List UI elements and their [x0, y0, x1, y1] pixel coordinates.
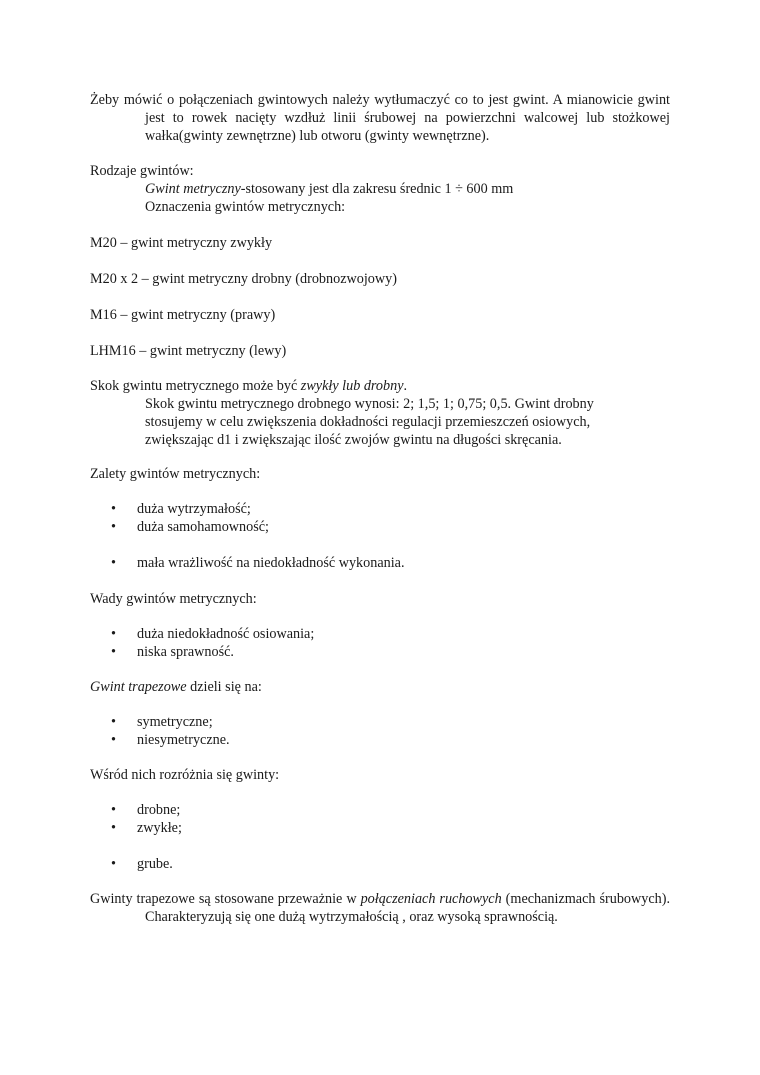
bullet-icon: • — [111, 802, 116, 818]
intro-paragraph: Żeby mówić o połączeniach gwintowych należy wytłumaczyć co to jest gwint. A mianowicie gwint jest to rowek nacięty wzdłuż linii śrubowej na powierzchni walcowej lub stożkowej wałka(gwinty zewnętrzne) lub otworu (gwinty wewnętrzne). — [90, 92, 670, 144]
thread-types-heading: Rodzaje gwintów: — [90, 163, 194, 179]
pitch-line-1: Skok gwintu metrycznego drobnego wynosi: 2; 1,5; 1; 0,75; 0,5. Gwint drobny — [145, 395, 594, 412]
conclusion-paragraph — [90, 891, 670, 927]
list-item-text: niska sprawność. — [137, 643, 234, 660]
designation-m16: M16 – gwint metryczny (prawy) — [90, 307, 276, 323]
trapezoid-list — [90, 714, 670, 750]
metric-thread-line — [90, 181, 670, 199]
disadvantages-list — [90, 626, 670, 662]
bullet-icon: • — [111, 554, 116, 571]
conclusion-italic: połączeniach ruchowych — [360, 891, 502, 907]
disadvantages-heading: Wady gwintów metrycznych: — [90, 591, 257, 607]
list-item-text: duża wytrzymałość; — [137, 501, 251, 517]
list-item — [90, 555, 670, 573]
list-item-text: duża samohamowność; — [137, 518, 269, 535]
metric-thread-desc: -stosowany jest dla zakresu średnic 1 ÷ 600 mm — [240, 180, 514, 197]
list-item — [90, 732, 670, 750]
list-item — [90, 626, 670, 644]
conclusion-end: (mechanizmach śrubowych). Charakteryzują się one dużą wytrzymałością , oraz wysoką sprawnością. — [145, 891, 671, 925]
pitch-lead-italic: zwykły lub drobny — [300, 378, 404, 394]
list-item-text: duża niedokładność osiowania; — [137, 626, 315, 642]
pitch-line-3: zwiększając d1 i zwiększając ilość zwojów gwintu na długości skręcania. — [145, 431, 562, 448]
list-item — [90, 644, 670, 662]
bullet-icon: • — [111, 501, 116, 517]
pitch-lead — [90, 378, 407, 394]
pitch-line-2: stosujemy w celu zwiększenia dokładności regulacji przemieszczeń osiowych, — [145, 413, 591, 430]
advantages-list — [90, 501, 670, 573]
bullet-icon: • — [111, 518, 116, 535]
bullet-icon: • — [111, 626, 116, 642]
list-item-text: grube. — [137, 855, 173, 872]
designation-m20x2: M20 x 2 – gwint metryczny drobny (drobnozwojowy) — [90, 271, 397, 287]
list-item-text: niesymetryczne. — [137, 731, 230, 748]
list-item-text: mała wrażliwość na niedokładność wykonania. — [137, 554, 405, 571]
kinds-list — [90, 802, 670, 874]
kinds-heading: Wśród nich rozróżnia się gwinty: — [90, 767, 280, 783]
conclusion-start: Gwinty trapezowe są stosowane przeważnie w — [90, 891, 361, 907]
bullet-icon: • — [111, 731, 116, 748]
bullet-icon: • — [111, 643, 116, 660]
list-item — [90, 501, 670, 519]
pitch-lead-text: Skok gwintu metrycznego może być — [90, 378, 301, 394]
list-item-text: symetryczne; — [137, 714, 213, 730]
designations-heading: Oznaczenia gwintów metrycznych: — [145, 198, 346, 215]
designation-lhm16: LHM16 – gwint metryczny (lewy) — [90, 343, 287, 359]
trapezoid-rest: dzieli się na: — [186, 679, 262, 695]
list-item — [90, 802, 670, 820]
list-item-text: drobne; — [137, 802, 181, 818]
list-item-text: zwykłe; — [137, 819, 182, 836]
list-item — [90, 714, 670, 732]
advantages-heading: Zalety gwintów metrycznych: — [90, 466, 261, 482]
bullet-icon: • — [111, 819, 116, 836]
bullet-icon: • — [111, 855, 116, 872]
trapezoid-term: Gwint trapezowe — [90, 679, 187, 695]
list-item — [90, 820, 670, 838]
designation-m20: M20 – gwint metryczny zwykły — [90, 235, 273, 251]
pitch-section — [90, 378, 670, 450]
metric-thread-term: Gwint metryczny — [145, 180, 241, 197]
bullet-icon: • — [111, 714, 116, 730]
list-item — [90, 856, 670, 874]
list-item — [90, 519, 670, 537]
trapezoid-heading — [90, 679, 670, 697]
pitch-lead-end: . — [403, 378, 408, 394]
thread-types-section — [90, 163, 670, 217]
